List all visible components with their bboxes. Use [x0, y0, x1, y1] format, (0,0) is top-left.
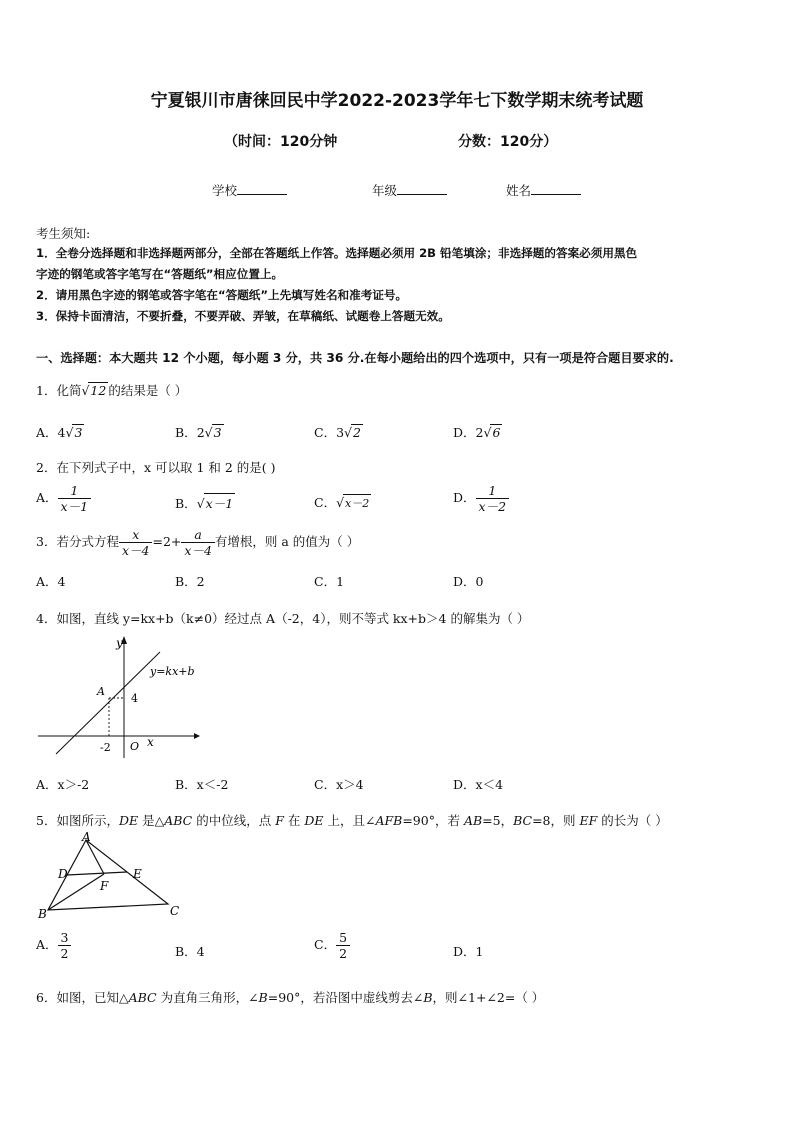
x-axis-arrow: [194, 733, 200, 739]
q5-var: DE: [304, 813, 324, 828]
point-f-label: F: [100, 879, 109, 893]
point-e-label: E: [133, 867, 142, 881]
radical-sign: √: [483, 425, 492, 440]
school-field: [212, 181, 287, 199]
q3-stem-mid: =2+: [152, 534, 182, 549]
school-label: 学校: [212, 183, 238, 198]
school-blank: [237, 182, 287, 195]
question-6-stem: [36, 988, 544, 1006]
question-1-stem: [36, 381, 187, 399]
q3-stem-pre: 3．若分式方程: [36, 534, 119, 549]
point-a-label: A: [97, 685, 105, 698]
q5-var: BC: [513, 813, 533, 828]
q5-var: AB: [463, 813, 483, 828]
vertex-a-label: A: [82, 832, 91, 844]
q4-line-graph-figure: [34, 632, 204, 762]
radical-sign: √: [344, 425, 352, 440]
line-label: y=kx+b: [150, 665, 195, 678]
q2-option-c-radicand: x－2: [343, 494, 371, 511]
q1-option-d[interactable]: [453, 423, 502, 441]
q1-option-a-radicand: 3: [74, 425, 83, 440]
q6-text: =90°，若沿图中虚线剪去∠: [267, 990, 424, 1005]
q5-option-a-fraction: [58, 930, 72, 961]
q4-option-b[interactable]: B．x＜-2: [175, 777, 229, 792]
notice-item-1-line-2: 字迹的钢笔或答字笔写在“答题纸”相应位置上。: [36, 267, 284, 281]
q2-option-d[interactable]: [453, 483, 509, 514]
y-value-label: 4: [131, 692, 138, 705]
q6-text: 6．如图，已知△: [36, 990, 129, 1005]
fraction-numerator: 1: [488, 483, 497, 498]
q1-radicand: 12: [90, 383, 107, 398]
fraction-numerator: x: [132, 527, 140, 542]
q6-var: B: [423, 990, 433, 1005]
q6-text: 为直角三角形，∠: [156, 990, 259, 1005]
q4-option-a[interactable]: A．x＞-2: [36, 777, 90, 792]
q1-option-a[interactable]: [36, 423, 84, 441]
q1-option-b-radicand: 3: [213, 425, 222, 440]
fraction-denominator: x－4: [181, 542, 215, 558]
q5-text: 5．如图所示，: [36, 813, 119, 828]
q2-option-c[interactable]: [314, 493, 371, 511]
radical-sign: √: [65, 425, 74, 440]
q2-option-b-radicand: x－1: [204, 493, 236, 512]
x-value-label: -2: [100, 741, 111, 754]
name-blank: [531, 182, 581, 195]
grade-blank: [397, 182, 447, 195]
exam-time: （时间：120分钟: [224, 134, 338, 150]
notice-heading: 考生须知:: [36, 226, 91, 241]
midline-de: [67, 872, 127, 875]
y-axis-label: y: [116, 636, 123, 650]
q5-option-c-fraction: [336, 930, 350, 961]
radical-sign: √: [204, 425, 213, 440]
radical-sign: √: [196, 496, 205, 511]
q2-option-b-label: B．: [175, 496, 197, 511]
q6-text: ，则∠1+∠2=（ ）: [432, 990, 545, 1005]
q5-option-b[interactable]: B．4: [175, 944, 205, 959]
q5-var: ABC: [164, 813, 193, 828]
q1-option-a-label: A．: [36, 425, 58, 440]
fraction-denominator: 2: [58, 945, 72, 961]
q1-option-b[interactable]: [175, 423, 224, 441]
question-2-stem: 2．在下列式子中，x 可以取 1 和 2 的是( ): [36, 460, 276, 475]
q5-text: 的长为（ ）: [597, 813, 668, 828]
q2-option-a[interactable]: [36, 483, 91, 514]
q1-option-c[interactable]: [314, 423, 363, 441]
q4-option-c[interactable]: C．x＞4: [314, 777, 364, 792]
vertex-c-label: C: [170, 904, 180, 918]
q5-option-a-label: A．: [36, 937, 58, 952]
fraction-numerator: a: [194, 527, 202, 542]
q5-text: 在: [283, 813, 305, 828]
grade-field: [372, 181, 447, 199]
q1-option-a-coef: 4: [57, 425, 66, 440]
q5-var: F: [275, 813, 284, 828]
q1-option-d-coef: 2: [475, 425, 484, 440]
q5-text: 上，且∠: [323, 813, 376, 828]
q2-option-a-label: A．: [36, 490, 58, 505]
fraction-denominator: x－4: [119, 542, 153, 558]
q1-option-c-coef: 3: [336, 425, 345, 440]
q2-option-d-label: D．: [453, 490, 476, 505]
grade-label: 年级: [372, 183, 398, 198]
q5-var: DE: [118, 813, 139, 828]
q1-option-d-label: D．: [453, 425, 476, 440]
fraction-numerator: 3: [60, 930, 69, 945]
q1-option-d-radicand: 6: [492, 425, 501, 440]
notice-item-3: 3．保持卡面清洁，不要折叠，不要弄破、弄皱，在草稿纸、试题卷上答题无效。: [36, 309, 450, 323]
q3-option-b[interactable]: B．2: [175, 574, 205, 589]
q1-option-b-label: B．: [175, 425, 197, 440]
vertex-b-label: B: [38, 907, 47, 921]
segment-af: [86, 840, 104, 874]
q5-var: AFB: [375, 813, 403, 828]
q1-option-c-label: C．: [314, 425, 337, 440]
section-1-heading: 一、选择题：本大题共 12 个小题，每小题 3 分，共 36 分.在每小题给出的四个选项中，只有一项是符合题目要求的.: [36, 351, 674, 365]
fraction-denominator: 2: [336, 945, 350, 961]
notice-item-2: 2．请用黑色字迹的钢笔或答字笔在“答题纸”上先填写姓名和准考证号。: [36, 288, 408, 302]
q5-text: 的中位线，点: [192, 813, 276, 828]
q5-option-a[interactable]: [36, 930, 71, 961]
q5-text: =90°，若: [402, 813, 464, 828]
q5-option-d[interactable]: D．1: [453, 944, 484, 959]
q1-option-c-radicand: 2: [353, 425, 361, 440]
question-5-stem: [36, 811, 668, 829]
q2-option-d-fraction: [476, 483, 510, 514]
q6-var: B: [258, 990, 268, 1005]
radical-sign: √: [336, 495, 345, 510]
fraction-numerator: 1: [70, 483, 79, 498]
fraction-numerator: 5: [339, 930, 348, 945]
q3-option-a[interactable]: A．4: [36, 574, 66, 589]
q1-stem-pre: 1．化简: [36, 383, 82, 398]
q5-text: =8，则: [532, 813, 580, 828]
q5-option-c-label: C．: [314, 937, 337, 952]
name-field: [506, 181, 581, 199]
q5-option-c[interactable]: [314, 930, 350, 961]
q4-option-d[interactable]: D．x＜4: [453, 777, 504, 792]
segment-bf: [48, 874, 104, 910]
q2-option-b[interactable]: [175, 493, 235, 512]
notice-item-1-line-1: 1．全卷分选择题和非选择题两部分，全部在答题纸上作答。选择题必须用 2B 铅笔填涂；非选择题的答案必须用黑色: [36, 246, 638, 260]
q1-option-b-coef: 2: [196, 425, 205, 440]
x-axis-label: x: [147, 735, 154, 749]
q6-var: ABC: [128, 990, 157, 1005]
q3-option-c[interactable]: C．1: [314, 574, 345, 589]
fraction-denominator: x－1: [58, 498, 92, 514]
fraction-denominator: x－2: [476, 498, 510, 514]
line-y-kx-b: [56, 652, 160, 754]
q3-option-d[interactable]: D．0: [453, 574, 484, 589]
name-label: 姓名: [506, 183, 532, 198]
q5-text: 是△: [138, 813, 165, 828]
radical-sign: √: [81, 383, 90, 398]
question-3-stem: [36, 527, 359, 558]
question-4-stem: 4．如图，直线 y=kx+b（k≠0）经过点 A（-2，4），则不等式 kx+b＞4 的解集为（ ）: [36, 611, 530, 626]
point-d-label: D: [58, 867, 68, 881]
q5-text: =5，: [482, 813, 514, 828]
q2-option-c-label: C．: [314, 495, 337, 510]
q5-triangle-figure: [36, 832, 186, 924]
exam-score: 分数：120分）: [458, 134, 558, 150]
q3-fraction-1: [119, 527, 153, 558]
page-title: 宁夏银川市唐徕回民中学2022-2023学年七下数学期末统考试题: [150, 91, 644, 111]
q3-fraction-2: [181, 527, 215, 558]
q2-option-a-fraction: [58, 483, 92, 514]
q3-stem-post: 有增根，则 a 的值为（ ）: [214, 534, 360, 549]
q5-var: EF: [579, 813, 598, 828]
origin-label: O: [130, 740, 140, 753]
q1-stem-post: 的结果是（ ）: [108, 383, 188, 398]
